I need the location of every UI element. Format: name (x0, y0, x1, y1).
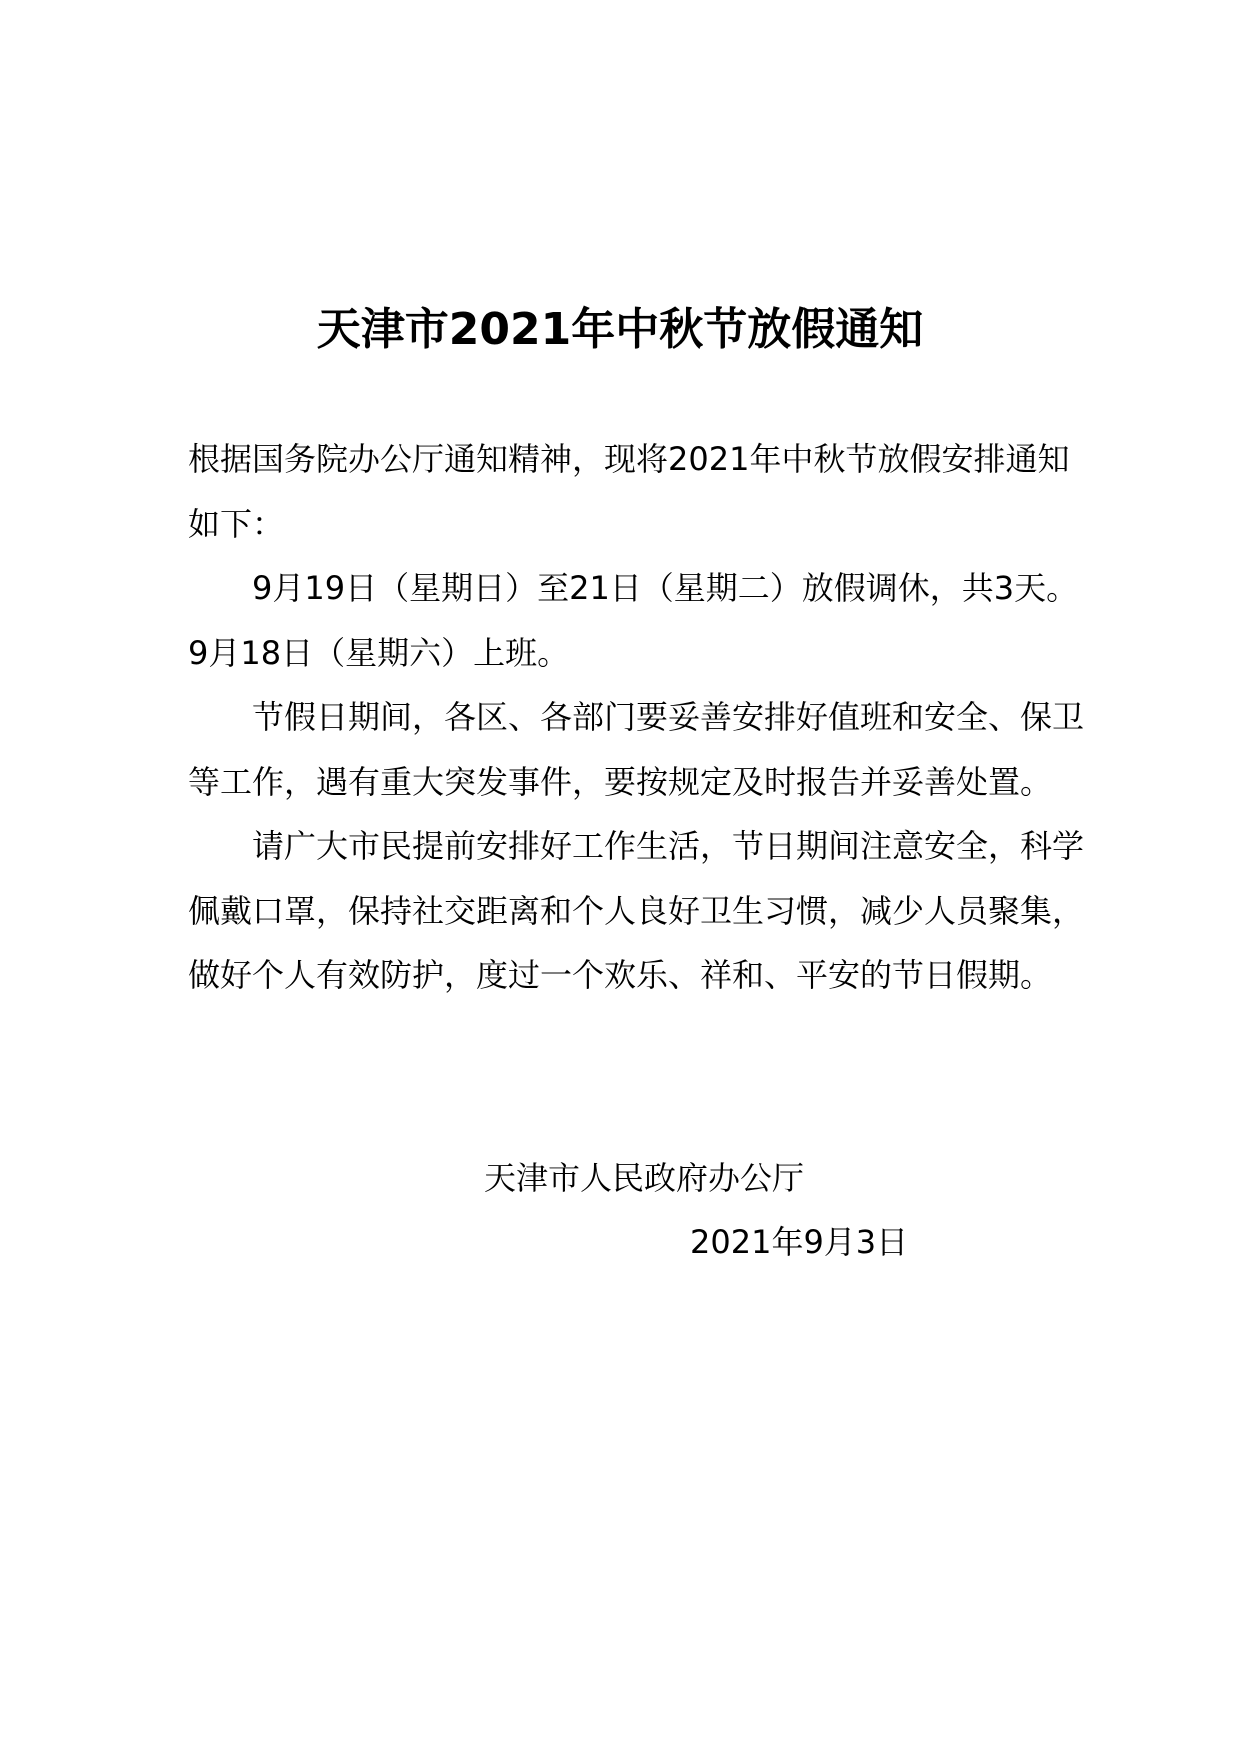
issuer-signature: 天津市人民政府办公厅 (484, 1159, 805, 1197)
document-body (188, 427, 1088, 1008)
paragraph-duty: 节假日期间，各区、各部门要妥善安排好值班和安全、保卫等工作，遇有重大突发事件，要按规定及时报告并妥善处置。 (188, 698, 1085, 801)
paragraph-schedule: 9月19日（星期日）至21日（星期二）放假调休，共3天。9月18日（星期六）上班。 (188, 569, 1079, 672)
document-title: 天津市2021年中秋节放假通知 (316, 304, 924, 355)
paragraph-intro: 根据国务院办公厅通知精神，现将2021年中秋节放假安排通知如下： (188, 440, 1070, 543)
issue-date: 2021年9月3日 (690, 1223, 909, 1261)
paragraph-public-advice: 请广大市民提前安排好工作生活，节日期间注意安全，科学佩戴口罩，保持社交距离和个人良好卫生习惯，减少人员聚集，做好个人有效防护，度过一个欢乐、祥和、平安的节日假期。 (188, 827, 1085, 994)
